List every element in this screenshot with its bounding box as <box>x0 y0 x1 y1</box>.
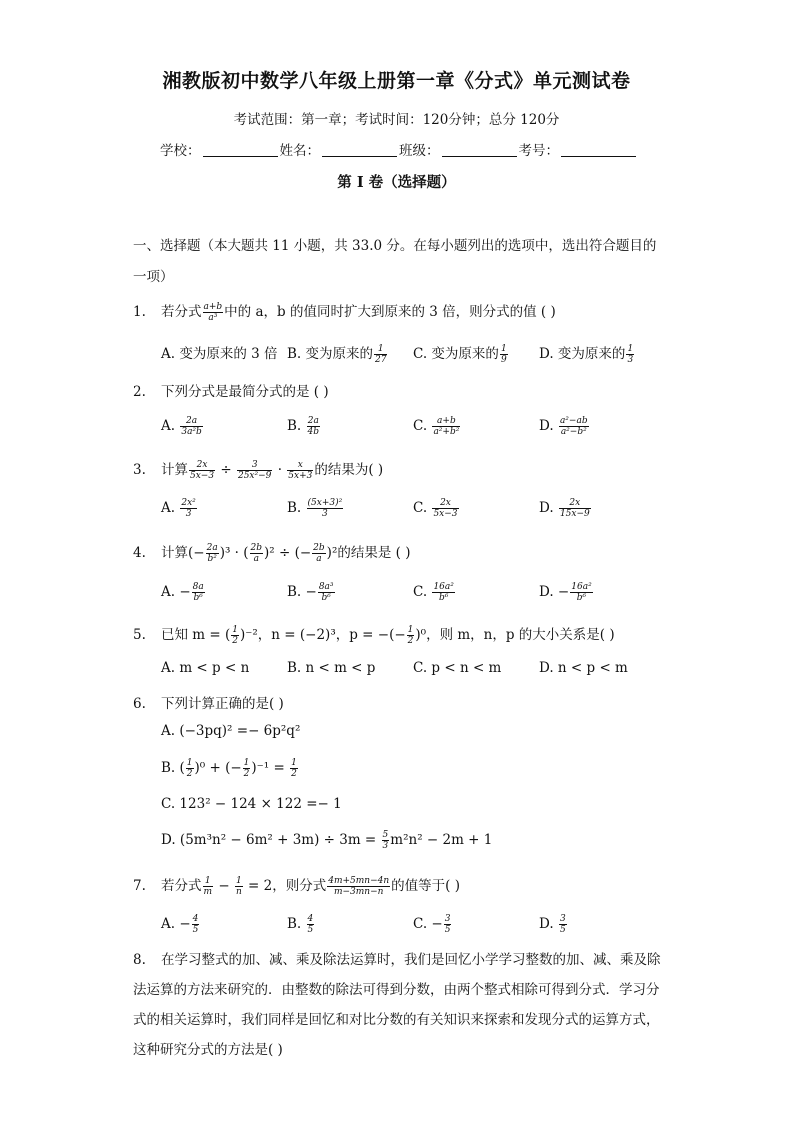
number-label: 考号： <box>518 143 559 159</box>
question-text: 的结果为( ) <box>314 462 384 478</box>
denominator: 3 <box>185 509 192 519</box>
numerator: 2a <box>180 416 202 427</box>
volume-title: 第 I 卷（选择题） <box>337 174 456 191</box>
question-text: )³ · ( <box>219 545 249 561</box>
option-d[interactable] <box>539 342 649 365</box>
option-d[interactable] <box>539 498 639 519</box>
denominator: 3a²b <box>181 427 202 437</box>
fraction <box>374 344 387 365</box>
option-label: D. <box>539 916 554 932</box>
fraction <box>203 302 224 323</box>
denominator: 15x−9 <box>559 509 590 519</box>
numerator: 1 <box>407 625 414 635</box>
question-7 <box>133 874 460 897</box>
denominator: b⁶ <box>438 593 449 603</box>
denominator: a <box>253 554 259 564</box>
option-label: A. − <box>161 916 191 932</box>
numerator: 3 <box>559 914 566 924</box>
option-text: )⁰ + (− <box>194 760 242 776</box>
option-label: D. (5m³n² − 6m² + 3m) ÷ 3m = <box>161 832 377 848</box>
option-label: A. <box>161 418 176 434</box>
option-d[interactable]: D. n < p < m <box>539 660 628 676</box>
numerator: 2x² <box>181 498 196 508</box>
question-text: )⁰，则 m，n，p 的大小关系是( ) <box>415 627 615 643</box>
question-number: 5. <box>133 627 146 643</box>
question-text: 的值等于( ) <box>391 878 460 894</box>
fraction <box>407 625 415 646</box>
denominator: a <box>316 554 322 564</box>
fraction <box>243 758 251 779</box>
denominator: 5 <box>192 925 199 935</box>
fraction <box>180 416 202 437</box>
denominator: 2 <box>186 769 193 779</box>
fraction <box>559 914 567 935</box>
fraction <box>626 344 634 365</box>
name-label: 姓名： <box>279 143 320 159</box>
operator: · <box>277 462 282 478</box>
class-blank[interactable] <box>442 142 517 157</box>
numerator: 2a <box>307 416 319 426</box>
denominator: b² <box>207 554 217 564</box>
denominator: 5 <box>444 925 451 935</box>
option-label: B. <box>287 500 302 516</box>
fraction <box>559 498 591 519</box>
denominator: 5x+3 <box>288 471 313 481</box>
option-c[interactable]: C. 123² − 124 × 122 =− 1 <box>161 796 342 812</box>
denominator: 2 <box>407 636 414 646</box>
numerator: 5 <box>382 830 389 840</box>
option-label: A. − <box>161 584 191 600</box>
numerator: a+b <box>203 302 223 312</box>
fraction <box>327 876 390 897</box>
denominator: 9 <box>500 355 507 365</box>
option-text: m²n² − 2m + 1 <box>390 832 493 848</box>
option-c[interactable]: C. p < n < m <box>413 660 502 676</box>
question-text: )²的结果是 ( ) <box>326 545 411 561</box>
numerator: 3 <box>237 460 272 471</box>
numerator: 2x <box>559 498 591 509</box>
question-3 <box>133 458 383 481</box>
option-c[interactable] <box>413 416 539 437</box>
question-number: 7. <box>133 878 146 894</box>
option-c[interactable] <box>413 342 539 365</box>
question-text: 下列计算正确的是( ) <box>161 696 284 712</box>
question-text: 计算 <box>161 462 188 478</box>
denominator: a³ <box>208 313 218 323</box>
question-text: 若分式 <box>161 304 202 320</box>
denominator: 5x−3 <box>190 471 215 481</box>
numerator: 16a² <box>433 582 454 592</box>
school-blank[interactable] <box>203 142 278 157</box>
question-number: 2. <box>133 384 146 400</box>
denominator: 2 <box>243 769 250 779</box>
numerator: 2a <box>206 543 218 553</box>
question-2 <box>133 380 329 400</box>
operator: ÷ <box>220 462 232 478</box>
fraction <box>186 758 194 779</box>
question-text: )² ÷ (− <box>264 545 312 561</box>
question-text: 中的 a，b 的值同时扩大到原来的 3 倍，则分式的值 ( ) <box>224 304 556 320</box>
denominator: 27 <box>375 355 387 365</box>
fraction <box>287 460 313 481</box>
numerator: a²−ab <box>559 416 588 426</box>
number-blank[interactable] <box>561 142 636 157</box>
numerator: 2b <box>313 543 325 553</box>
option-d[interactable] <box>539 416 639 437</box>
numerator: 1 <box>232 625 238 635</box>
denominator: 4b <box>307 427 320 437</box>
fraction <box>192 914 200 935</box>
question-text: = 2，则分式 <box>248 878 327 894</box>
question-text: 下列分式是最简分式的是 ( ) <box>161 384 329 400</box>
numerator: a+b <box>432 416 460 427</box>
fraction <box>318 582 335 603</box>
option-c[interactable] <box>413 582 539 603</box>
question-5-options <box>161 660 639 676</box>
fraction <box>231 625 239 646</box>
option-d[interactable] <box>161 830 492 851</box>
fraction <box>382 830 390 851</box>
denominator: 5 <box>307 925 314 935</box>
denominator: 2 <box>291 769 297 779</box>
question-number: 3. <box>133 462 146 478</box>
denominator: 5 <box>559 925 566 935</box>
option-a[interactable] <box>161 914 287 935</box>
question-1-options <box>161 342 649 365</box>
numerator: 2x <box>432 498 458 509</box>
option-a[interactable]: A. (−3pq)² =− 6p²q² <box>161 723 301 739</box>
question-8 <box>133 945 663 1065</box>
numerator: 8a <box>192 582 204 592</box>
numerator: 1 <box>291 758 297 768</box>
fraction <box>237 460 272 481</box>
numerator: (5x+3)² <box>307 498 343 508</box>
denominator: n <box>235 887 242 897</box>
numerator: 16a² <box>571 582 592 592</box>
question-7-options <box>161 914 639 935</box>
question-4-options <box>161 582 639 603</box>
option-label: C. − <box>413 916 443 932</box>
option-label: C. 变为原来的 <box>413 346 499 362</box>
operator: − <box>218 878 230 894</box>
denominator: 2 <box>232 636 238 646</box>
denominator: a²−b² <box>560 427 587 437</box>
denominator: 3 <box>322 509 328 519</box>
fraction <box>192 582 205 603</box>
fraction <box>432 582 454 603</box>
option-label: C. <box>413 418 428 434</box>
question-4 <box>133 541 410 564</box>
fraction <box>250 543 264 564</box>
fraction <box>312 543 326 564</box>
numerator: 8a³ <box>318 582 334 592</box>
fraction <box>235 876 243 897</box>
numerator: 4 <box>192 914 199 924</box>
fraction <box>307 498 344 519</box>
exam-subtitle: 考试范围：第一章；考试时间：120分钟；总分 120分 <box>233 112 560 128</box>
fraction <box>189 460 215 481</box>
option-label: B. ( <box>161 760 185 776</box>
fraction <box>307 416 321 437</box>
fraction <box>203 876 214 897</box>
numerator: 1 <box>500 344 507 354</box>
option-c[interactable] <box>413 914 539 935</box>
denominator: b⁶ <box>321 593 331 603</box>
question-1 <box>133 300 556 323</box>
exam-title: 湘教版初中数学八年级上册第一章《分式》单元测试卷 <box>162 70 631 92</box>
option-label: D. − <box>539 584 570 600</box>
question-text: 在学习整式的加、减、乘及除法运算时，我们是回忆小学学习整数的加、减、乘及除法运算的方法来研究的．由整数的除法可得到分数，由两个整式相除可得到分式．学习分式的相关运算时，我们同样是回忆和对比分数的有关知识来探索和发现分式的运算方式，这种研究分式的方法是( ) <box>133 952 661 1058</box>
fraction <box>444 914 452 935</box>
question-2-options <box>161 416 639 437</box>
numerator: 2b <box>250 543 263 553</box>
question-text: 计算(− <box>161 545 205 561</box>
denominator: a²+b² <box>433 427 460 437</box>
denominator: b⁶ <box>576 593 587 603</box>
option-label: C. <box>413 584 428 600</box>
option-b[interactable] <box>287 342 413 365</box>
fraction <box>206 543 219 564</box>
numerator: 3 <box>444 914 451 924</box>
class-label: 班级： <box>399 143 440 159</box>
option-text: )⁻¹ = <box>251 760 285 776</box>
numerator: 4 <box>307 914 314 924</box>
question-number: 1. <box>133 304 146 320</box>
fraction <box>180 498 196 519</box>
question-number: 8. <box>133 952 146 968</box>
option-c[interactable] <box>413 498 539 519</box>
numerator: 1 <box>186 758 193 768</box>
denominator: m−3mn−n <box>333 887 384 897</box>
question-5 <box>133 623 615 646</box>
numerator: 2x <box>189 460 215 471</box>
section-heading: 一、选择题（本大题共 11 小题，共 33.0 分。在每小题列出的选项中，选出符合题目的一项） <box>133 238 657 285</box>
numerator: 4m+5mn−4n <box>328 876 390 886</box>
option-d[interactable] <box>539 914 639 935</box>
fraction <box>290 758 298 779</box>
option-a[interactable] <box>161 416 287 437</box>
fraction <box>432 416 460 437</box>
option-label: D. 变为原来的 <box>539 346 626 362</box>
fraction <box>307 914 315 935</box>
fraction <box>559 416 589 437</box>
numerator: 1 <box>627 344 634 354</box>
question-6 <box>133 692 284 712</box>
student-info-row <box>160 139 638 159</box>
option-b[interactable] <box>287 582 413 603</box>
option-label: C. <box>413 500 428 516</box>
numerator: 1 <box>235 876 242 886</box>
option-b[interactable] <box>287 498 413 519</box>
question-text: 若分式 <box>161 878 202 894</box>
option-label: B. <box>287 418 302 434</box>
option-a[interactable]: A. m < p < n <box>161 660 250 676</box>
denominator: b⁶ <box>193 593 203 603</box>
option-a[interactable] <box>161 582 287 603</box>
name-blank[interactable] <box>322 142 397 157</box>
numerator: 1 <box>374 344 387 355</box>
school-label: 学校： <box>160 143 201 159</box>
option-b[interactable] <box>161 758 299 779</box>
denominator: 5x−3 <box>433 509 458 519</box>
numerator: x <box>287 460 313 471</box>
fraction <box>500 344 508 365</box>
option-label: B. − <box>287 584 317 600</box>
question-3-options <box>161 498 639 519</box>
question-number: 6. <box>133 696 146 712</box>
option-b[interactable] <box>287 914 413 935</box>
numerator: 1 <box>243 758 250 768</box>
option-a[interactable] <box>161 498 287 519</box>
question-text: )⁻²，n = (−2)³，p = −(− <box>240 627 406 643</box>
option-b[interactable] <box>287 416 413 437</box>
question-text: 已知 m = ( <box>161 627 231 643</box>
fraction <box>432 498 458 519</box>
denominator: 3 <box>627 355 634 365</box>
option-label: B. <box>287 916 302 932</box>
option-label: B. 变为原来的 <box>287 346 374 362</box>
denominator: 3 <box>382 841 389 851</box>
option-a[interactable]: A. 变为原来的 3 倍 <box>161 346 278 362</box>
option-label: A. <box>161 500 176 516</box>
denominator: m <box>203 887 213 897</box>
option-b[interactable]: B. n < m < p <box>287 660 376 676</box>
question-number: 4. <box>133 545 146 561</box>
option-label: D. <box>539 418 554 434</box>
fraction <box>570 582 592 603</box>
numerator: 1 <box>203 876 214 887</box>
option-d[interactable] <box>539 582 639 603</box>
denominator: 25x²−9 <box>237 471 272 481</box>
option-label: D. <box>539 500 554 516</box>
